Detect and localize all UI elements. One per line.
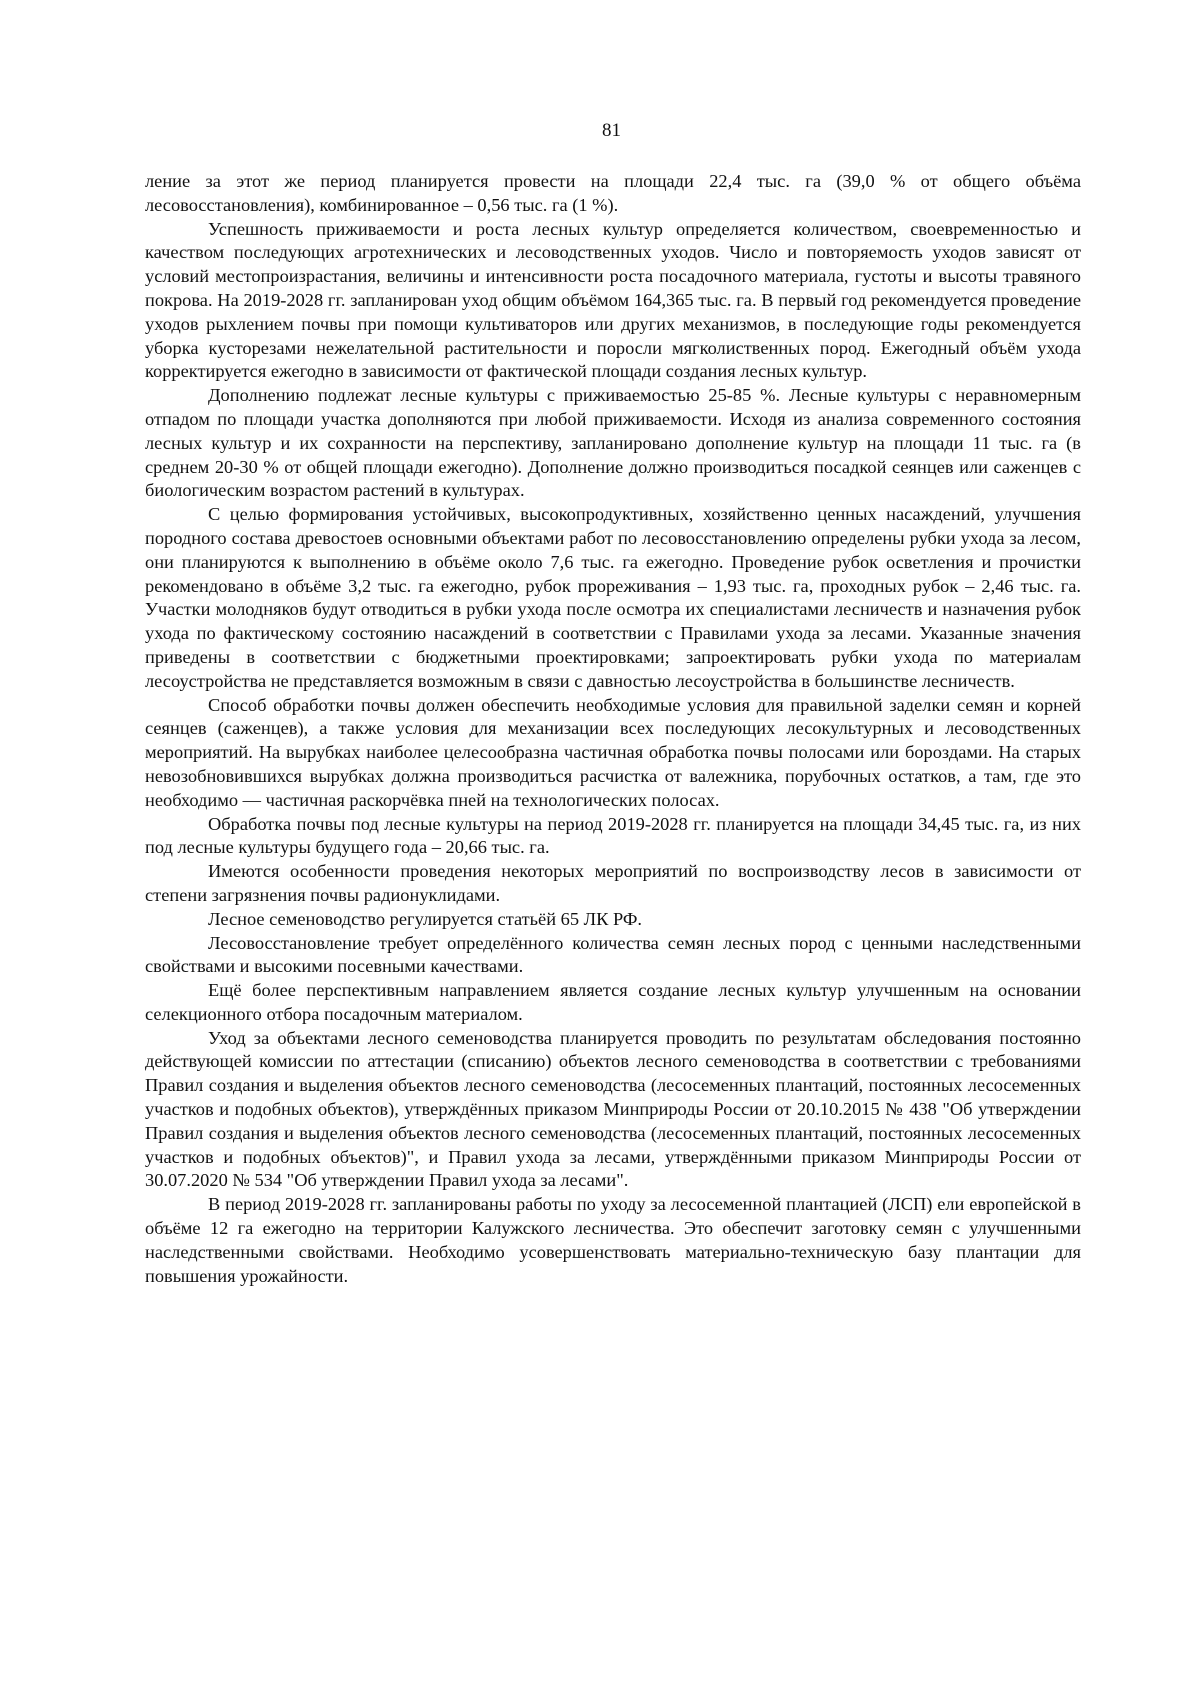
page-number: 81	[602, 120, 621, 141]
paragraph-selection: Ещё более перспективным направлением является создание лесных культур улучшенным на основании селекционного отбора посадочным материалом.	[145, 980, 1081, 1024]
paragraph-supplement: Дополнению подлежат лесные культуры с приживаемостью 25-85 %. Лесные культуры с неравномерным отпадом по площади участка дополняются при любой приживаемости. Исходя из анализа современного состояния лесных культур и их сохранности на перспективу, запланировано дополнение культур на площади 11 тыс. га (в среднем 20-30 % от общей площади ежегодно). Дополнение должно производиться посадкой сеянцев или саженцев с биологическим возрастом растений в культурах.	[145, 385, 1081, 501]
paragraph-seed-objects-care: Уход за объектами лесного семеноводства планируется проводить по результатам обследования постоянно действующей комиссии по аттестации (списанию) объектов лесного семеноводства в соответствии с требованиями Правил создания и выделения объектов лесного семеноводства (лесосеменных плантаций, постоянных лесосеменных участков и подобных объектов), утверждённых приказом Минприроды России от 20.10.2015 № 438 "Об утверждении Правил создания и выделения объектов лесного семеноводства (лесосеменных плантаций, постоянных лесосеменных участков и подобных объектов)", и Правил ухода за лесами, утверждёнными приказом Минприроды России от 30.07.2020 № 534 "Об утверждении Правил ухода за лесами".	[145, 1027, 1081, 1191]
body-text	[145, 170, 1081, 1288]
paragraph-plantation: В период 2019-2028 гг. запланированы работы по уходу за лесосеменной плантацией (ЛСП) ели европейской в объёме 12 га ежегодно на территории Калужского лесничества. Это обеспечит заготовку семян с улучшенными наследственными свойствами. Необходимо усовершенствовать материально-техническую базу плантации для повышения урожайности.	[145, 1194, 1081, 1286]
paragraph-thinning: С целью формирования устойчивых, высокопродуктивных, хозяйственно ценных насаждений, улучшения породного состава древостоев основными объектами работ по лесовосстановлению определены рубки ухода за лесом, они планируются к выполнению в объёме около 7,6 тыс. га ежегодно. Проведение рубок осветления и прочистки рекомендовано в объёме 3,2 тыс. га ежегодно, рубок прореживания – 1,93 тыс. га, проходных рубок – 2,46 тыс. га. Участки молодняков будут отводиться в рубки ухода после осмотра их специалистами лесничеств и назначения рубок ухода по фактическому состоянию насаждений в соответствии с Правилами ухода за лесами. Указанные значения приведены в соответствии с бюджетными проектировками; запроектировать рубки ухода по материалам лесоустройства не представляется возможным в связи с давностью лесоустройства в большинстве лесничеств.	[145, 504, 1081, 691]
paragraph-continuation: ление за этот же период планируется провести на площади 22,4 тыс. га (39,0 % от общего объёма лесовосстановления), комбинированное – 0,56 тыс. га (1 %).	[145, 171, 1081, 215]
paragraph-seed-need: Лесовосстановление требует определённого количества семян лесных пород с ценными наследственными свойствами и высокими посевными качествами.	[145, 932, 1081, 977]
paragraph-seed-law: Лесное семеноводство регулируется статьёй 65 ЛК РФ.	[208, 908, 643, 929]
paragraph-soil-method: Способ обработки почвы должен обеспечить необходимые условия для правильной заделки семян и корней сеянцев (саженцев), а также условия для механизации всех последующих лесокультурных и лесоводственных мероприятий. На вырубках наиболее целесообразна частичная обработка почвы полосами или бороздами. На старых невозобновившихся вырубках должна производиться расчистка от валежника, порубочных остатков, а там, где это необходимо — частичная раскорчёвка пней на технологических полосах.	[145, 694, 1081, 810]
paragraph-soil-area: Обработка почвы под лесные культуры на период 2019-2028 гг. планируется на площади 34,45 тыс. га, из них под лесные культуры будущего года – 20,66 тыс. га.	[145, 813, 1081, 858]
paragraph-forest-care: Успешность приживаемости и роста лесных культур определяется количеством, своевременностью и качеством последующих агротехнических и лесоводственных уходов. Число и повторяемость уходов зависят от условий местопроизрастания, величины и интенсивности роста посадочного материала, густоты и высоты травяного покрова. На 2019-2028 гг. запланирован уход общим объёмом 164,365 тыс. га. В первый год рекомендуется проведение уходов рыхлением почвы при помощи культиваторов или других механизмов, в последующие годы рекомендуется уборка кусторезами нежелательной растительности и поросли мягколиственных пород. Ежегодный объём ухода корректируется ежегодно в зависимости от фактической площади создания лесных культур.	[145, 218, 1081, 382]
paragraph-radionuclides: Имеются особенности проведения некоторых мероприятий по воспроизводству лесов в зависимости от степени загрязнения почвы радионуклидами.	[145, 861, 1081, 905]
